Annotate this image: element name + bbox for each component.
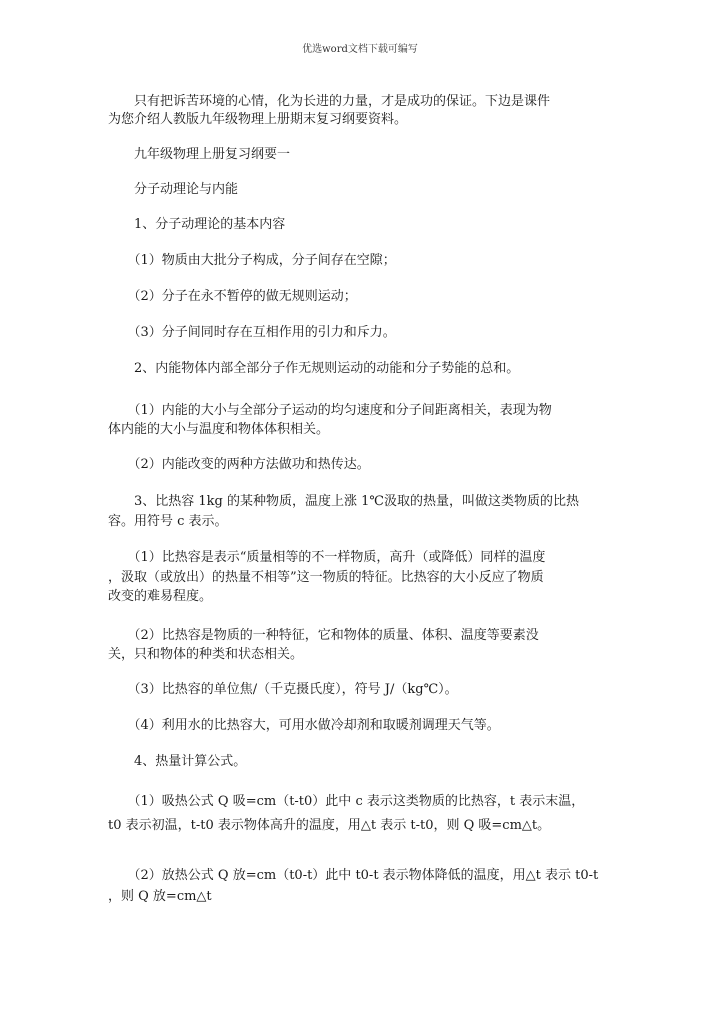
text-line: （2）内能改变的两种方法做功和热传达。	[108, 457, 370, 472]
text-line: ，汲取（或放出）的热量不相等”这一物质的特征。比热容的大小反应了物质	[108, 570, 544, 585]
text-line: 九年级物理上册复习纲要一	[108, 147, 291, 162]
text-line: 改变的难易程度。	[108, 589, 213, 604]
text-line: 3、比热容 1kg 的某种物质，温度上涨 1℃汲取的热量，叫做这类物质的比热	[108, 494, 579, 509]
text-line: 2、内能物体内部全部分子作无规则运动的动能和分子势能的总和。	[108, 361, 520, 376]
text-line: （2）分子在永不暂停的做无规则运动；	[108, 289, 357, 304]
text-line: 体内能的大小与温度和物体体积相关。	[108, 422, 330, 437]
text-line: 分子动理论与内能	[108, 182, 239, 197]
text-line: （1）比热容是表示“质量相等的不一样物质，高升（或降低）同样的温度	[108, 550, 546, 565]
text-line: 关，只和物体的种类和状态相关。	[108, 647, 304, 662]
text-line: 只有把诉苦环境的心情，化为长进的力量，才是成功的保证。下边是课件	[108, 94, 551, 109]
text-line: （3）分子间同时存在互相作用的引力和斥力。	[108, 325, 396, 340]
text-line: 容。用符号 c 表示。	[108, 514, 228, 529]
text-line: （1）内能的大小与全部分子运动的均匀速度和分子间距离相关，表现为物	[108, 403, 552, 418]
text-line: （2）比热容是物质的一种特征，它和物体的质量、体积、温度等要素没	[108, 628, 539, 643]
text-line: （2）放热公式 Q 放=cm（t0-t）此中 t0-t 表示物体降低的温度，用△t 表示 t0-t	[108, 868, 599, 883]
text-line: t0 表示初温，t-t0 表示物体高升的温度，用△t 表示 t-t0，则 Q 吸=cm△t。	[108, 818, 551, 833]
text-line: （4）利用水的比热容大，可用水做冷却剂和取暖剂调理天气等。	[108, 718, 500, 733]
text-line: （3）比热容的单位焦/（千克摄氏度），符号 J/（kg℃）。	[108, 682, 458, 697]
text-line: ，则 Q 放=cm△t	[108, 889, 212, 904]
page-header: 优选word文档下载可编写	[302, 44, 418, 55]
text-line: 4、热量计算公式。	[108, 754, 247, 769]
text-line: 为您介绍人教版九年级物理上册期末复习纲要资料。	[108, 112, 408, 127]
text-line: 1、分子动理论的基本内容	[108, 217, 286, 232]
text-line: （1）吸热公式 Q 吸=cm（t-t0）此中 c 表示这类物质的比热容，t 表示末温，	[108, 794, 585, 809]
text-line: （1）物质由大批分子构成，分子间存在空隙；	[108, 253, 396, 268]
